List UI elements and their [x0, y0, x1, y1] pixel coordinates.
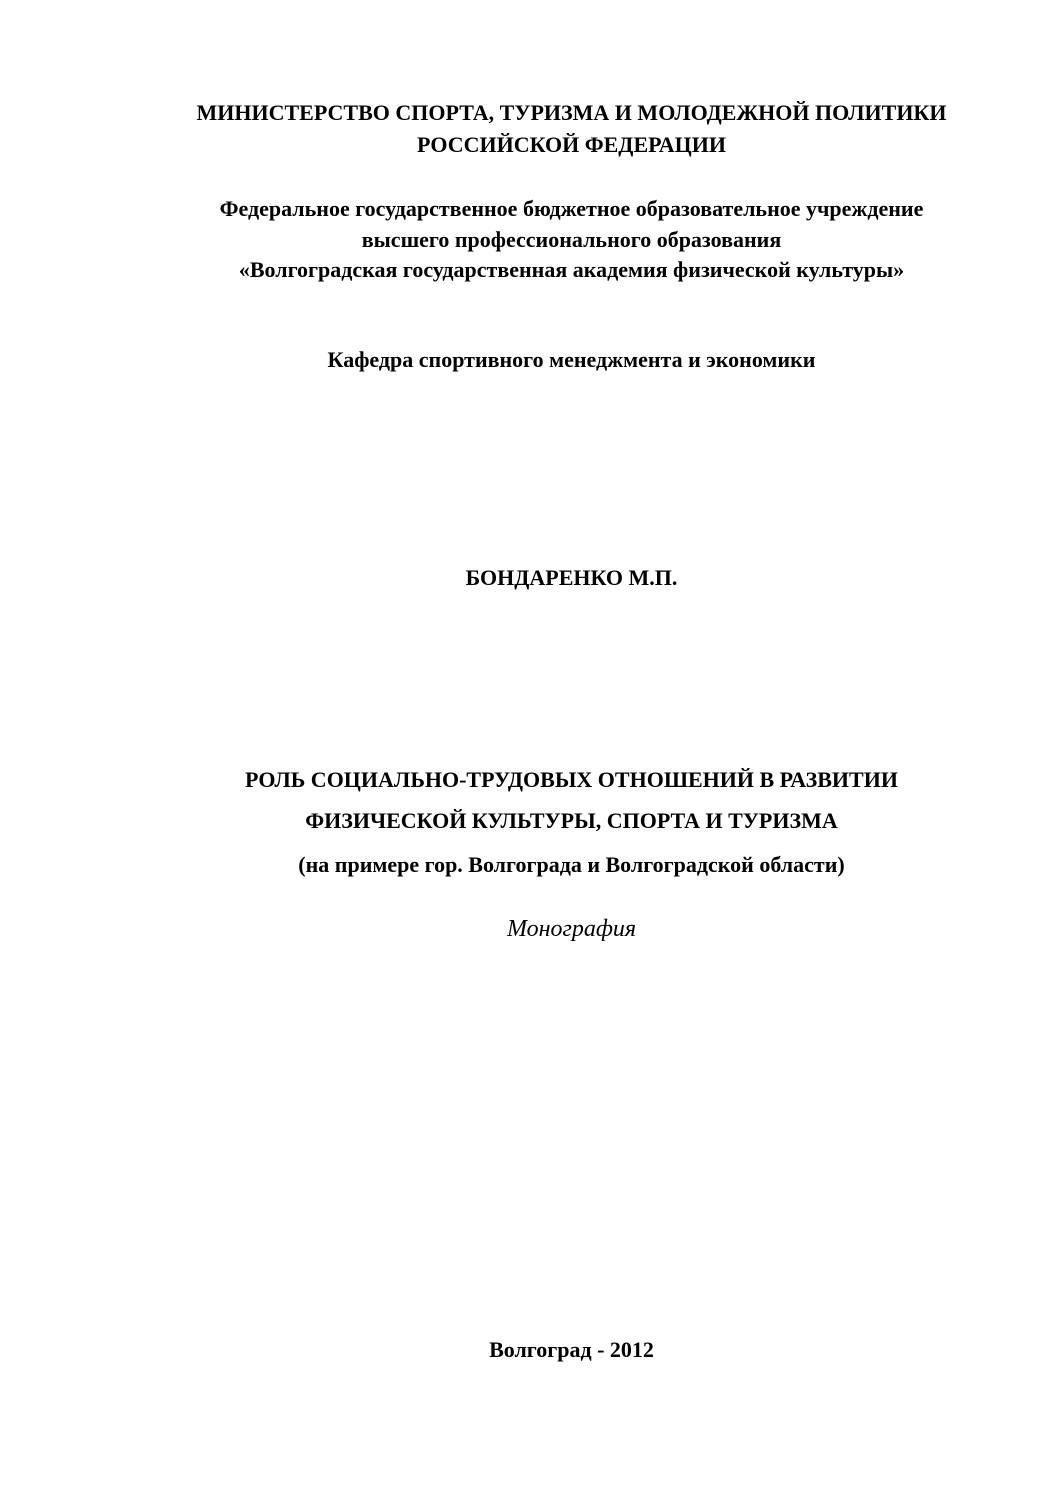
subtitle: (на примере гор. Волгограда и Волгоградской области) — [298, 852, 845, 877]
author: БОНДАРЕНКО М.П. — [465, 565, 678, 590]
place-year: Волгоград - 2012 — [489, 1337, 654, 1362]
institution-line-1: Федеральное государственное бюджетное образовательное учреждение — [219, 196, 924, 221]
institution-line-2: высшего профессионального образования — [361, 227, 782, 252]
ministry-line-2: РОССИЙСКОЙ ФЕДЕРАЦИИ — [417, 132, 726, 157]
institution-line-3: «Волгоградская государственная академия физической культуры» — [238, 257, 905, 282]
ministry-line-1: МИНИСТЕРСТВО СПОРТА, ТУРИЗМА И МОЛОДЕЖНОЙ ПОЛИТИКИ — [196, 100, 947, 125]
genre: Монография — [506, 916, 637, 942]
title-line-2: ФИЗИЧЕСКОЙ КУЛЬТУРЫ, СПОРТА И ТУРИЗМА — [305, 808, 838, 833]
department: Кафедра спортивного менеджмента и экономики — [327, 347, 816, 372]
title-line-1: РОЛЬ СОЦИАЛЬНО-ТРУДОВЫХ ОТНОШЕНИЙ В РАЗВИТИИ — [245, 767, 898, 792]
